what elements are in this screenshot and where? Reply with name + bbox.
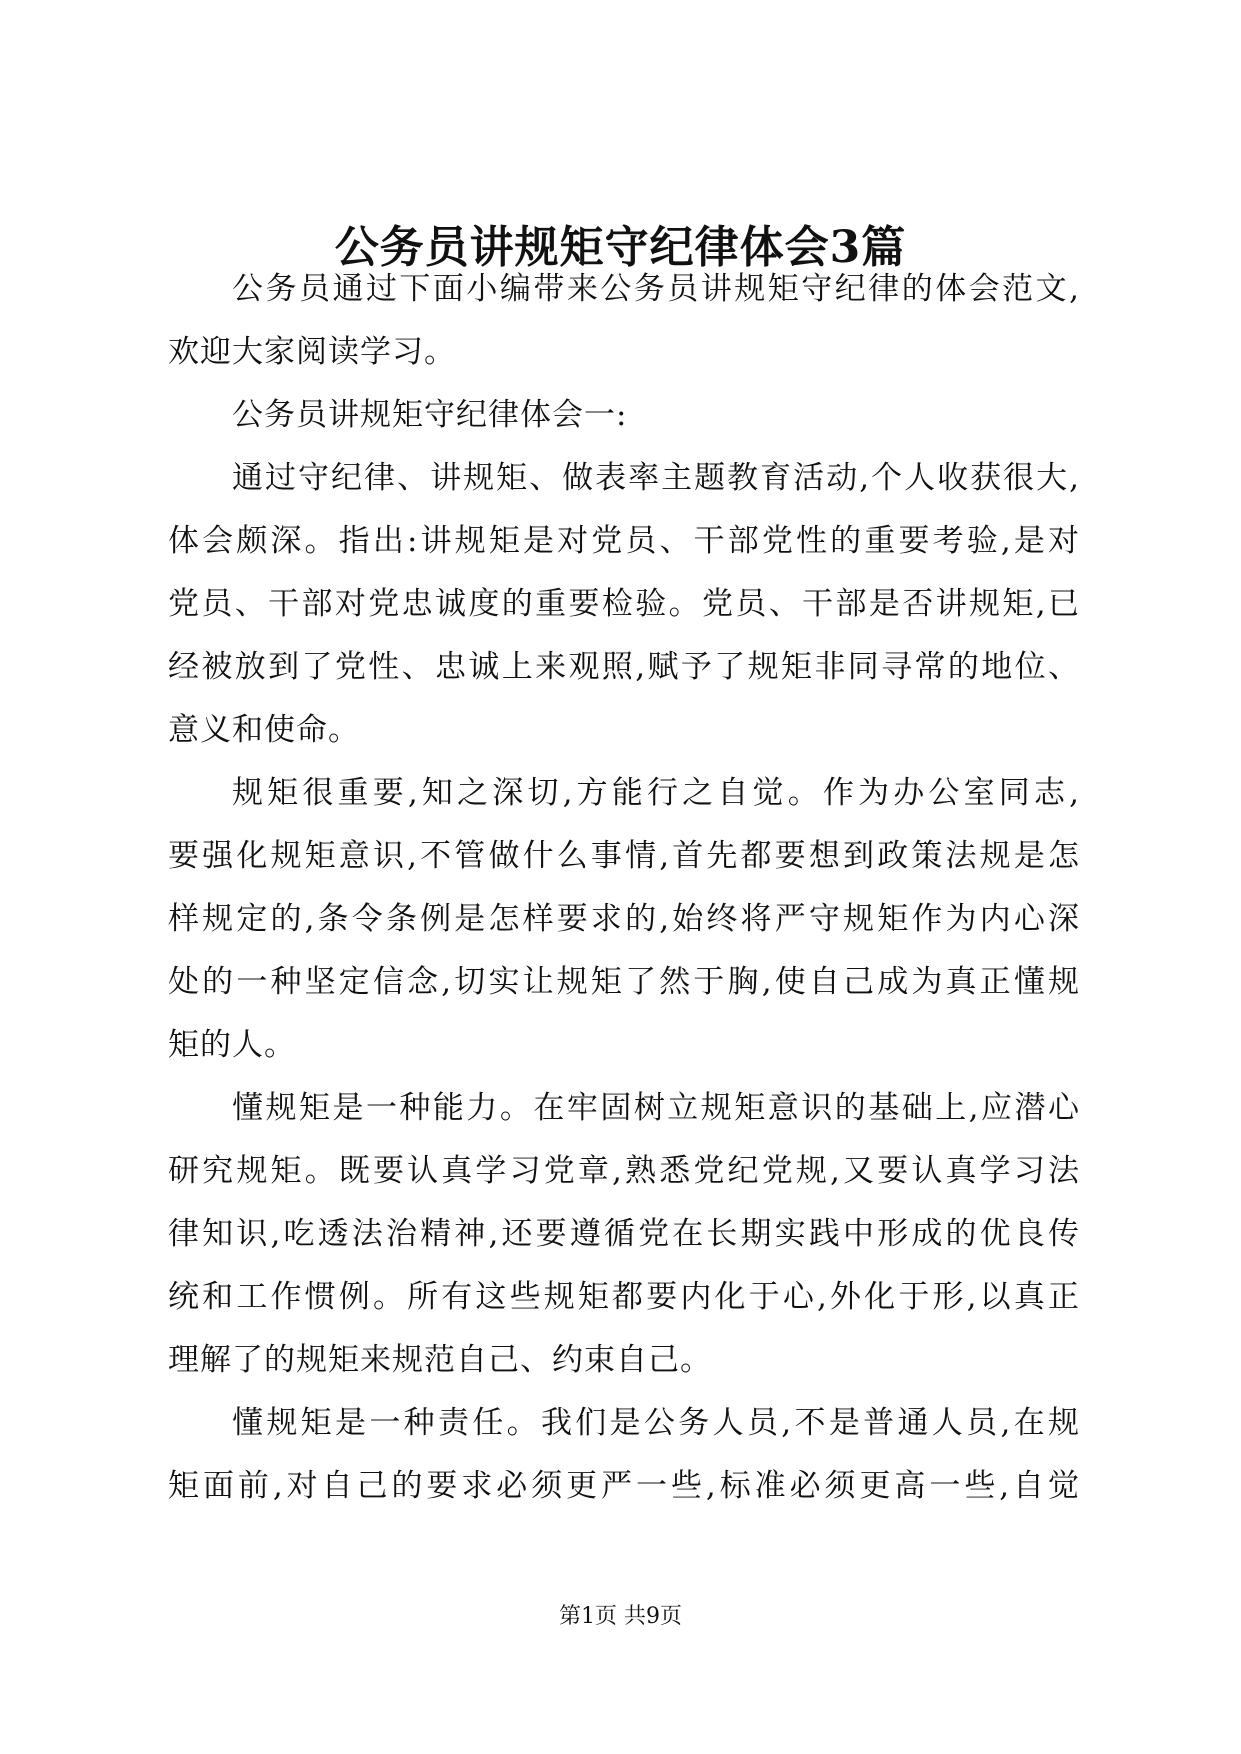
text-line: 要强化规矩意识,不管做什么事情,首先都要想到政策法规是怎 [168,838,1080,874]
text-line: 律知识,吃透法治精神,还要遵循党在长期实践中形成的优良传 [168,1216,1080,1252]
text-line: 经被放到了党性、忠诚上来观照,赋予了规矩非同寻常的地位、 [168,649,1080,685]
text-line: 欢迎大家阅读学习。 [168,334,456,370]
text-line: 公务员通过下面小编带来公务员讲规矩守纪律的体会范文, [232,271,1080,307]
text-line: 体会颇深。指出:讲规矩是对党员、干部党性的重要考验,是对 [168,523,1080,559]
text-line: 统和工作惯例。所有这些规矩都要内化于心,外化于形,以真正 [168,1279,1080,1315]
document-body [168,258,1080,1518]
text-line: 矩的人。 [168,1027,296,1063]
text-line: 样规定的,条令条例是怎样要求的,始终将严守规矩作为内心深 [168,901,1080,937]
text-line: 党员、干部对党忠诚度的重要检验。党员、干部是否讲规矩,已 [168,586,1080,622]
text-line: 懂规矩是一种责任。我们是公务人员,不是普通人员,在规 [232,1405,1080,1441]
text-line: 规矩很重要,知之深切,方能行之自觉。作为办公室同志, [232,775,1080,811]
text-line: 研究规矩。既要认真学习党章,熟悉党纪党规,又要认真学习法 [168,1153,1080,1189]
text-line: 处的一种坚定信念,切实让规矩了然于胸,使自己成为真正懂规 [168,964,1080,1000]
text-line: 通过守纪律、讲规矩、做表率主题教育活动,个人收获很大, [232,460,1080,496]
section-heading: 公务员讲规矩守纪律体会一: [232,397,628,433]
page-footer: 第1页 共9页 [559,1604,682,1629]
text-line: 懂规矩是一种能力。在牢固树立规矩意识的基础上,应潜心 [232,1090,1080,1126]
document-title: 公务员讲规矩守纪律体会3篇 [334,222,907,273]
text-line: 理解了的规矩来规范自己、约束自己。 [168,1342,712,1378]
text-line: 矩面前,对自己的要求必须更严一些,标准必须更高一些,自觉 [168,1468,1080,1504]
text-line: 意义和使命。 [168,712,360,748]
